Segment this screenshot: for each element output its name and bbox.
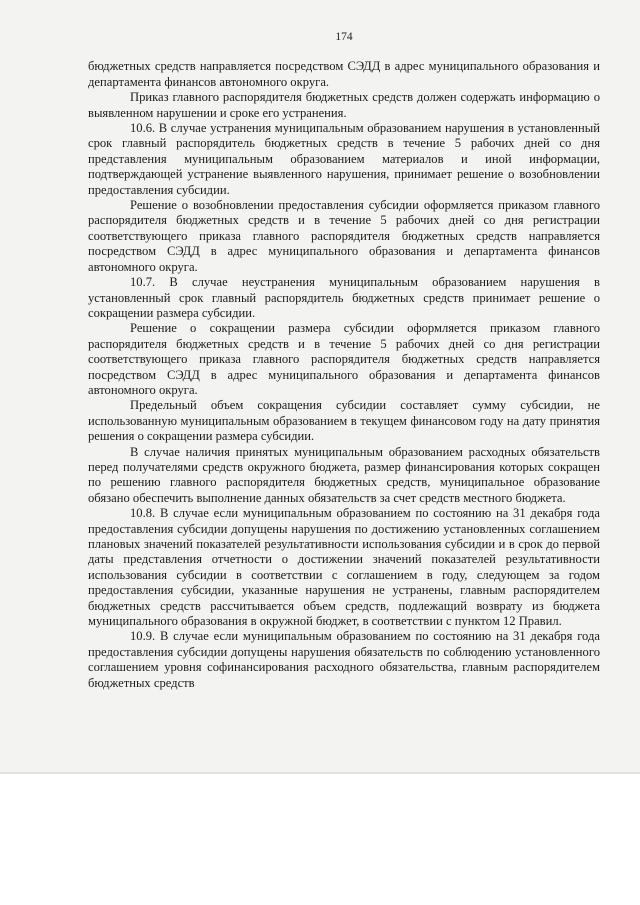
paragraph: Решение о сокращении размера субсидии оформляется приказом главного распорядителя бюджетных средств и в течение 5 рабочих дней со дня регистрации соответствующего приказа главного распорядителя бюджетных средств направляется посредством СЭДД в адрес муниципального образования и департамента финансов автономного округа. [88, 321, 600, 397]
paragraph: Решение о возобновлении предоставления субсидии оформляется приказом главного распорядителя бюджетных средств и в течение 5 рабочих дней со дня регистрации соответствующего приказа главного распорядителя бюджетных средств направляется посредством СЭДД в адрес муниципального образования и департамента финансов автономного округа. [88, 198, 600, 274]
paragraph: бюджетных средств направляется посредством СЭДД в адрес муниципального образования и департамента финансов автономного округа. [88, 59, 600, 89]
page-number: 174 [335, 31, 353, 43]
paragraph-10-6: 10.6. В случае устранения муниципальным образованием нарушения в установленный срок главный распорядитель бюджетных средств в течение 5 рабочих дней со дня представления муниципальным образованием материалов и иной информации, подтверждающей устранение выявленного нарушения, принимает решение о возобновлении предоставления субсидии. [88, 121, 600, 197]
paragraph-10-7: 10.7. В случае неустранения муниципальным образованием нарушения в установленный срок главный распорядитель бюджетных средств принимает решение о сокращении размера субсидии. [88, 275, 600, 320]
paragraph-10-8: 10.8. В случае если муниципальным образованием по состоянию на 31 декабря года предоставления субсидии допущены нарушения по достижению установленных соглашением плановых значений показателей результативности использования субсидии и в срок до первой даты представления отчетности о достижении значений показателей результативности использования субсидии в соответствии с соглашением в году, следующем за годом предоставления субсидии, указанные нарушения не устранены, главным распорядителем бюджетных средств рассчитывается объем средств, подлежащий возврату из бюджета муниципального образования в окружной бюджет, в соответствии с пунктом 12 Правил. [88, 506, 600, 629]
document-page [88, 30, 600, 691]
paragraph-10-9: 10.9. В случае если муниципальным образованием по состоянию на 31 декабря года предоставления субсидии допущены нарушения обязательств по соблюдению установленного соглашением уровня софинансирования расходного обязательства, главным распорядителем бюджетных средств [88, 629, 600, 690]
scan-edge-divider [0, 772, 640, 774]
paragraph: Предельный объем сокращения субсидии составляет сумму субсидии, не использованную муниципальным образованием в текущем финансовом году на дату принятия решения о сокращении размера субсидии. [88, 398, 600, 444]
paragraph: В случае наличия принятых муниципальным образованием расходных обязательств перед получателями средств окружного бюджета, размер финансирования которых сокращен по решению главного распорядителя бюджетных средств, муниципальное образование обязано обеспечить выполнение данных обязательств за счет средств местного бюджета. [88, 444, 600, 505]
paragraph: Приказ главного распорядителя бюджетных средств должен содержать информацию о выявленном нарушении и сроке его устранения. [88, 90, 600, 120]
